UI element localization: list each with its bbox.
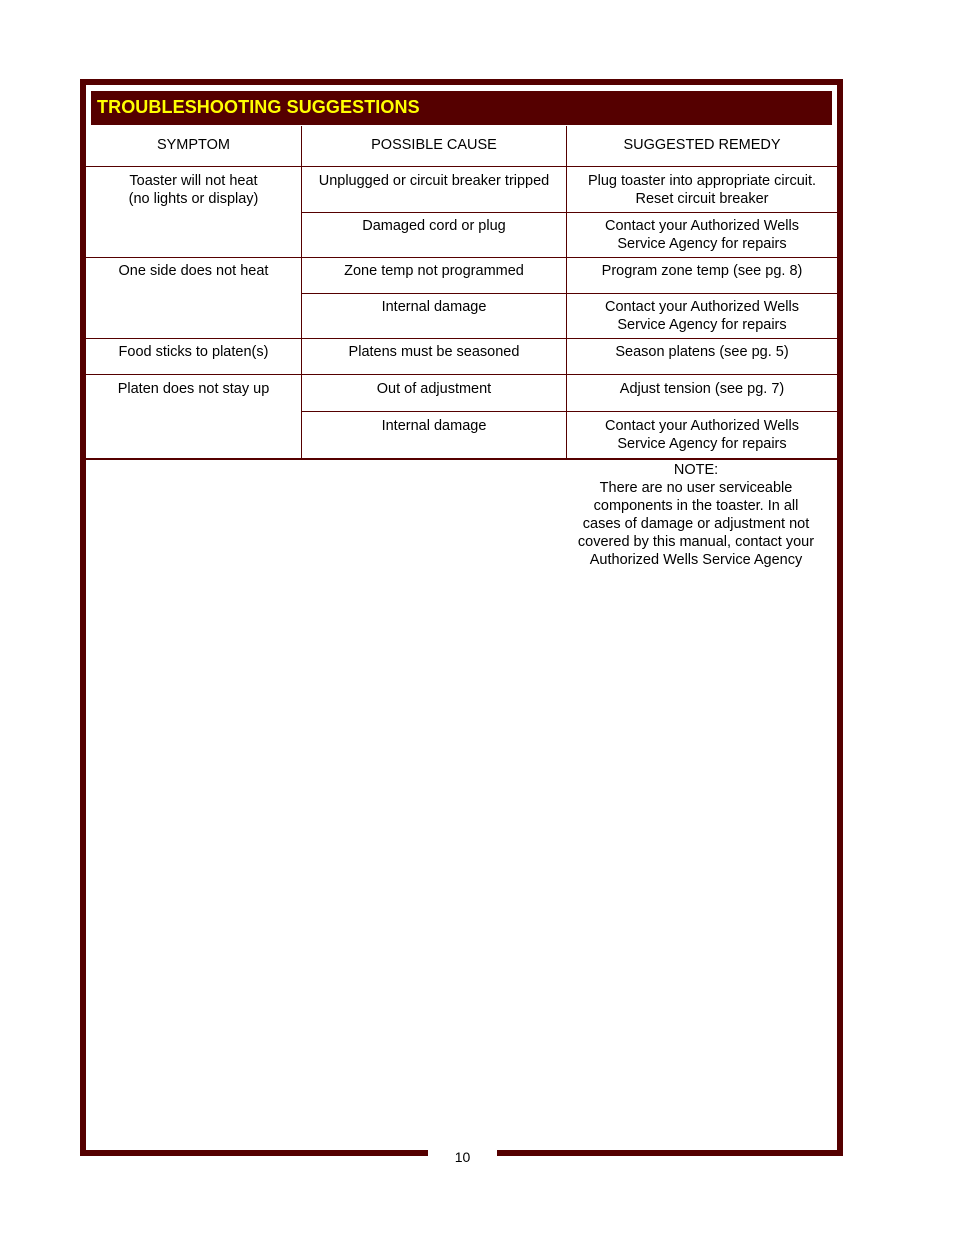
remedy-cell: Program zone temp (see pg. 8)	[601, 263, 803, 279]
remedy-line: Reset circuit breaker	[635, 191, 769, 207]
row-rule	[301, 212, 837, 213]
header-possible-cause: POSSIBLE CAUSE	[371, 137, 497, 153]
cause-cell: Internal damage	[381, 299, 487, 315]
header-symptom: SYMPTOM	[156, 137, 231, 153]
note-line: Authorized Wells Service Agency	[589, 552, 803, 568]
page-number: 10	[454, 1149, 471, 1165]
symptom-cell: One side does not heat	[118, 263, 269, 279]
row-rule	[301, 411, 837, 412]
title-bar	[91, 91, 832, 125]
symptom-line: (no lights or display)	[128, 191, 259, 207]
remedy-cell: Adjust tension (see pg. 7)	[619, 381, 785, 397]
row-rule	[301, 293, 837, 294]
remedy-cell	[567, 217, 837, 253]
cause-cell: Out of adjustment	[376, 381, 492, 397]
frame-top-border	[80, 79, 843, 85]
remedy-line: Contact your Authorized Wells	[605, 218, 799, 234]
cause-cell: Unplugged or circuit breaker tripped	[318, 173, 550, 189]
remedy-cell	[567, 298, 837, 334]
symptom-cell	[86, 172, 301, 208]
note-line: components in the toaster. In all	[593, 498, 799, 514]
frame-left-border	[80, 79, 86, 1156]
cause-cell: Damaged cord or plug	[362, 218, 506, 234]
table-bottom-rule	[86, 458, 837, 460]
row-rule	[86, 257, 837, 258]
remedy-cell	[567, 417, 837, 453]
remedy-line: Service Agency for repairs	[617, 317, 787, 333]
remedy-line: Service Agency for repairs	[617, 236, 787, 252]
frame-bottom-border-left	[80, 1150, 428, 1156]
row-rule	[86, 374, 837, 375]
remedy-line: Plug toaster into appropriate circuit.	[587, 173, 817, 189]
frame-bottom-border-right	[497, 1150, 843, 1156]
symptom-line: Toaster will not heat	[129, 173, 258, 189]
note-block	[567, 461, 825, 569]
symptom-cell: Food sticks to platen(s)	[118, 344, 269, 360]
page-title: TROUBLESHOOTING SUGGESTIONS	[97, 97, 420, 117]
note-heading: NOTE:	[673, 462, 719, 478]
cause-cell: Platens must be seasoned	[348, 344, 520, 360]
remedy-line: Contact your Authorized Wells	[605, 418, 799, 434]
cause-cell: Zone temp not programmed	[344, 263, 524, 279]
note-line: There are no user serviceable	[599, 480, 793, 496]
remedy-cell	[567, 172, 837, 208]
header-bottom-rule	[86, 166, 837, 167]
frame-right-border	[837, 79, 843, 1156]
remedy-cell: Season platens (see pg. 5)	[615, 344, 789, 360]
row-rule	[86, 338, 837, 339]
note-line: cases of damage or adjustment not	[582, 516, 810, 532]
remedy-line: Contact your Authorized Wells	[605, 299, 799, 315]
note-line: covered by this manual, contact your	[577, 534, 815, 550]
remedy-line: Service Agency for repairs	[617, 436, 787, 452]
cause-cell: Internal damage	[381, 418, 487, 434]
header-suggested-remedy: SUGGESTED REMEDY	[623, 137, 781, 153]
symptom-cell: Platen does not stay up	[117, 381, 270, 397]
